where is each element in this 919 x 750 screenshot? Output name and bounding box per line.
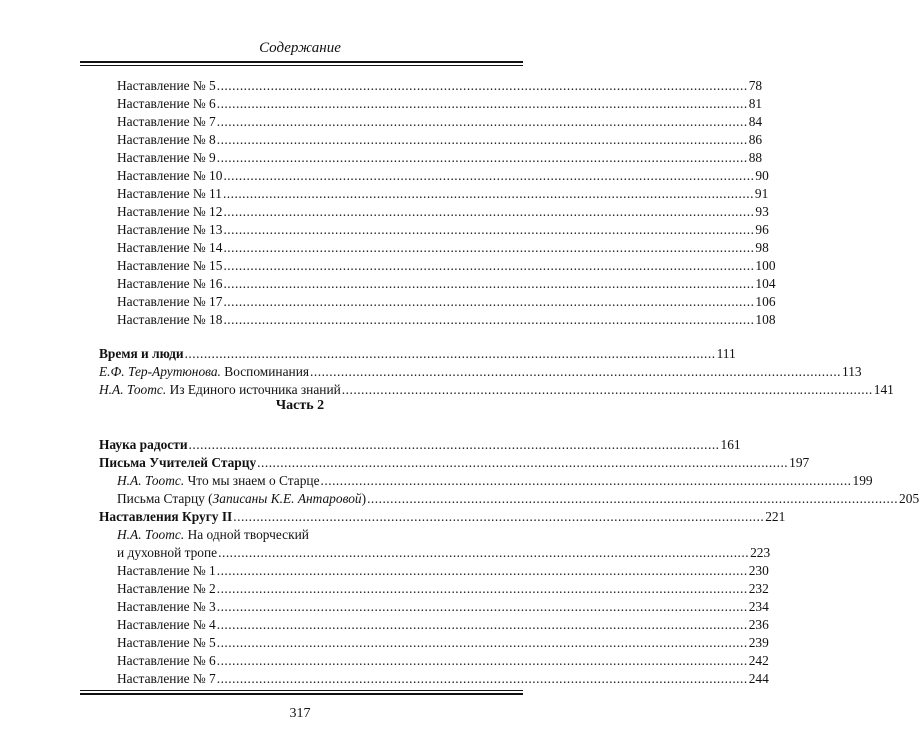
toc-entry: Наставление № 9 .......................................................................................................................................... 88 bbox=[117, 150, 763, 165]
toc-entry: Наставление № 14 .......................................................................................................................................... 98 bbox=[117, 240, 769, 255]
toc-entry-chto: Н.А. Тоотс. Что мы знаем о Старце .......................................................................................................................................... 199 bbox=[117, 473, 873, 488]
toc-entry-pisma: Письма Учителей Старцу .......................................................................................................................................... 197 bbox=[99, 455, 810, 470]
toc-entry-tvorch-line2: и духовной тропе .......................................................................................................................................... 223 bbox=[117, 545, 771, 560]
page-number: 317 bbox=[289, 706, 311, 721]
toc-entry: Наставление № 10 .......................................................................................................................................... 90 bbox=[117, 168, 769, 183]
toc-entry: Наставление № 7 .......................................................................................................................................... 244 bbox=[117, 671, 769, 686]
toc-entry: Наставление № 13 .......................................................................................................................................... 96 bbox=[117, 222, 769, 237]
toc-entry: Наставление № 12 .......................................................................................................................................... 93 bbox=[117, 204, 769, 219]
toc-entry: Наставление № 3 .......................................................................................................................................... 234 bbox=[117, 599, 769, 614]
toc-entry: Наставление № 4 .......................................................................................................................................... 236 bbox=[117, 617, 769, 632]
toc-entry: Наставление № 11 .......................................................................................................................................... 91 bbox=[117, 186, 769, 201]
toc-entry-ter: Е.Ф. Тер-Арутюнова. Воспоминания .......................................................................................................................................... 113 bbox=[99, 364, 862, 379]
toc-entry: Наставление № 18 .......................................................................................................................................... 108 bbox=[117, 312, 776, 327]
toc-entry-tvorch-line1: Н.А. Тоотс. На одной творческий bbox=[117, 527, 309, 542]
top-double-rule bbox=[80, 61, 523, 66]
toc-entry: Наставление № 5 .......................................................................................................................................... 239 bbox=[117, 635, 769, 650]
toc-entry: Наставление № 15 .......................................................................................................................................... 100 bbox=[117, 258, 776, 273]
running-header: Содержание bbox=[259, 40, 341, 56]
toc-entry: Наставление № 6 .......................................................................................................................................... 81 bbox=[117, 96, 763, 111]
toc-entry: Наставление № 7 .......................................................................................................................................... 84 bbox=[117, 114, 763, 129]
toc-entry: Наставление № 8 .......................................................................................................................................... 86 bbox=[117, 132, 763, 147]
toc-entry-nauka: Наука радости .......................................................................................................................................... 161 bbox=[99, 437, 741, 452]
toc-entry: Наставление № 2 .......................................................................................................................................... 232 bbox=[117, 581, 769, 596]
toc-entry: Наставление № 6 .......................................................................................................................................... 242 bbox=[117, 653, 769, 668]
toc-entry: Наставление № 5 .......................................................................................................................................... 78 bbox=[117, 78, 763, 93]
part-2-heading: Часть 2 bbox=[275, 398, 325, 413]
toc-entry-toots: Н.А. Тоотс. Из Единого источника знаний .......................................................................................................................................... 141 bbox=[99, 382, 894, 397]
toc-entry-nastavleniya: Наставления Кругу II .......................................................................................................................................... 221 bbox=[99, 509, 786, 524]
toc-entry-vremya: Время и люди .......................................................................................................................................... 111 bbox=[99, 346, 736, 361]
bottom-double-rule bbox=[80, 690, 523, 695]
toc-entry-pisma-startsu: Письма Старцу (Записаны К.Е. Антаровой) .......................................................................................................................................... 205 bbox=[117, 491, 919, 506]
toc-entry: Наставление № 17 .......................................................................................................................................... 106 bbox=[117, 294, 776, 309]
toc-entry: Наставление № 1 .......................................................................................................................................... 230 bbox=[117, 563, 769, 578]
toc-entry: Наставление № 16 .......................................................................................................................................... 104 bbox=[117, 276, 776, 291]
